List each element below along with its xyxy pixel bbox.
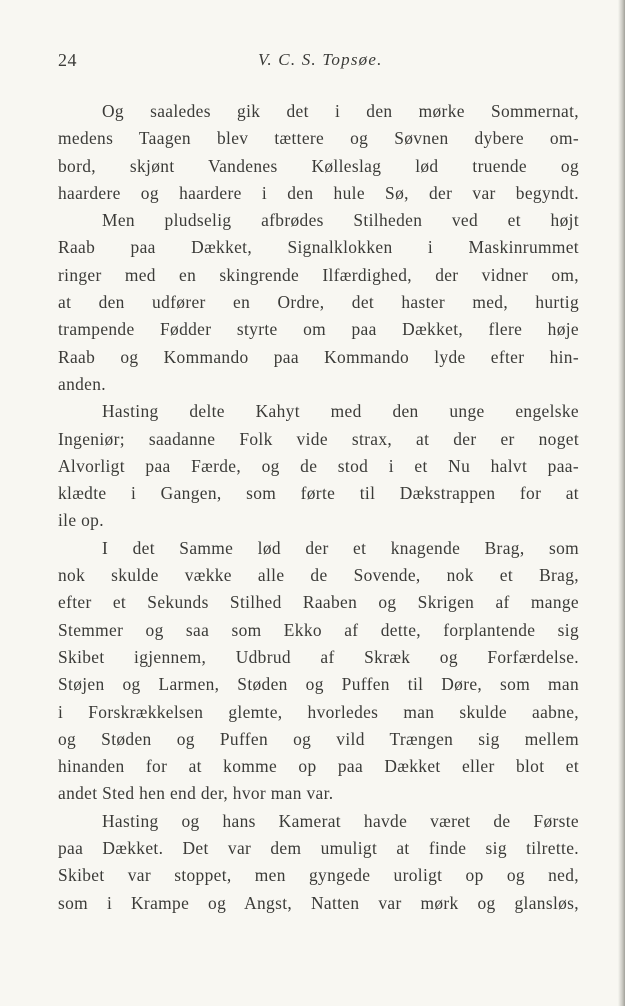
text-line: efter et Sekunds Stilhed Raaben og Skrigen af mange <box>58 592 579 613</box>
page-number: 24 <box>58 50 77 70</box>
running-head: V. C. S. Topsøe. <box>258 50 383 69</box>
text-line: ile op. <box>58 510 104 531</box>
text-line: Stemmer og saa som Ekko af dette, forplantende sig <box>58 619 579 640</box>
text-line: og Støden og Puffen og vild Trængen sig mellem <box>58 728 579 749</box>
text-line: Ingeniør; saadanne Folk vide strax, at der er noget <box>58 428 579 449</box>
text-line: paa Dækket. Det var dem umuligt at finde sig tilrette. <box>58 838 579 859</box>
text-line: Men pludselig afbrødes Stilheden ved et højt <box>102 210 579 231</box>
text-line: I det Samme lød der et knagende Brag, som <box>102 537 579 558</box>
text-line: Støjen og Larmen, Støden og Puffen til Døre, som man <box>58 674 579 695</box>
text-line: haardere og haardere i den hule Sø, der var begyndt. <box>58 182 579 203</box>
text-line: Skibet igjennem, Udbrud af Skræk og Forfærdelse. <box>58 646 579 667</box>
text-line: Raab paa Dækket, Signalklokken i Maskinrummet <box>58 237 579 258</box>
text-line: Og saaledes gik det i den mørke Sommernat, <box>102 101 579 121</box>
text-line: Raab og Kommando paa Kommando lyde efter hin- <box>58 346 579 367</box>
text-line: som i Krampe og Angst, Natten var mørk og glansløs, <box>58 892 579 913</box>
text-line: hinanden for at komme op paa Dækket eller blot et <box>58 756 579 777</box>
text-line: at den udfører en Ordre, det haster med, hurtig <box>58 292 579 313</box>
body-text <box>58 98 579 917</box>
text-line: anden. <box>58 373 106 394</box>
page-header <box>58 50 578 74</box>
text-line: i Forskrækkelsen glemte, hvorledes man skulde aabne, <box>58 701 579 722</box>
text-line: nok skulde vække alle de Sovende, nok et Brag, <box>58 565 579 586</box>
page-edge-shadow <box>618 0 625 1006</box>
text-line: Skibet var stoppet, men gyngede uroligt op og ned, <box>58 865 579 886</box>
text-line: trampende Fødder styrte om paa Dækket, flere høje <box>58 319 579 340</box>
text-line: Alvorligt paa Færde, og de stod i et Nu halvt paa- <box>58 455 579 476</box>
text-line: bord, skjønt Vandenes Kølleslag lød truende og <box>58 155 579 176</box>
text-line: medens Taagen blev tættere og Søvnen dybere om- <box>58 128 579 149</box>
text-line: andet Sted hen end der, hvor man var. <box>58 783 334 804</box>
text-line: klædte i Gangen, som førte til Dækstrappen for at <box>58 483 579 504</box>
text-line: Hasting og hans Kamerat havde været de Første <box>102 810 579 831</box>
text-line: ringer med en skingrende Ilfærdighed, der vidner om, <box>58 264 579 285</box>
text-line: Hasting delte Kahyt med den unge engelske <box>102 401 579 422</box>
